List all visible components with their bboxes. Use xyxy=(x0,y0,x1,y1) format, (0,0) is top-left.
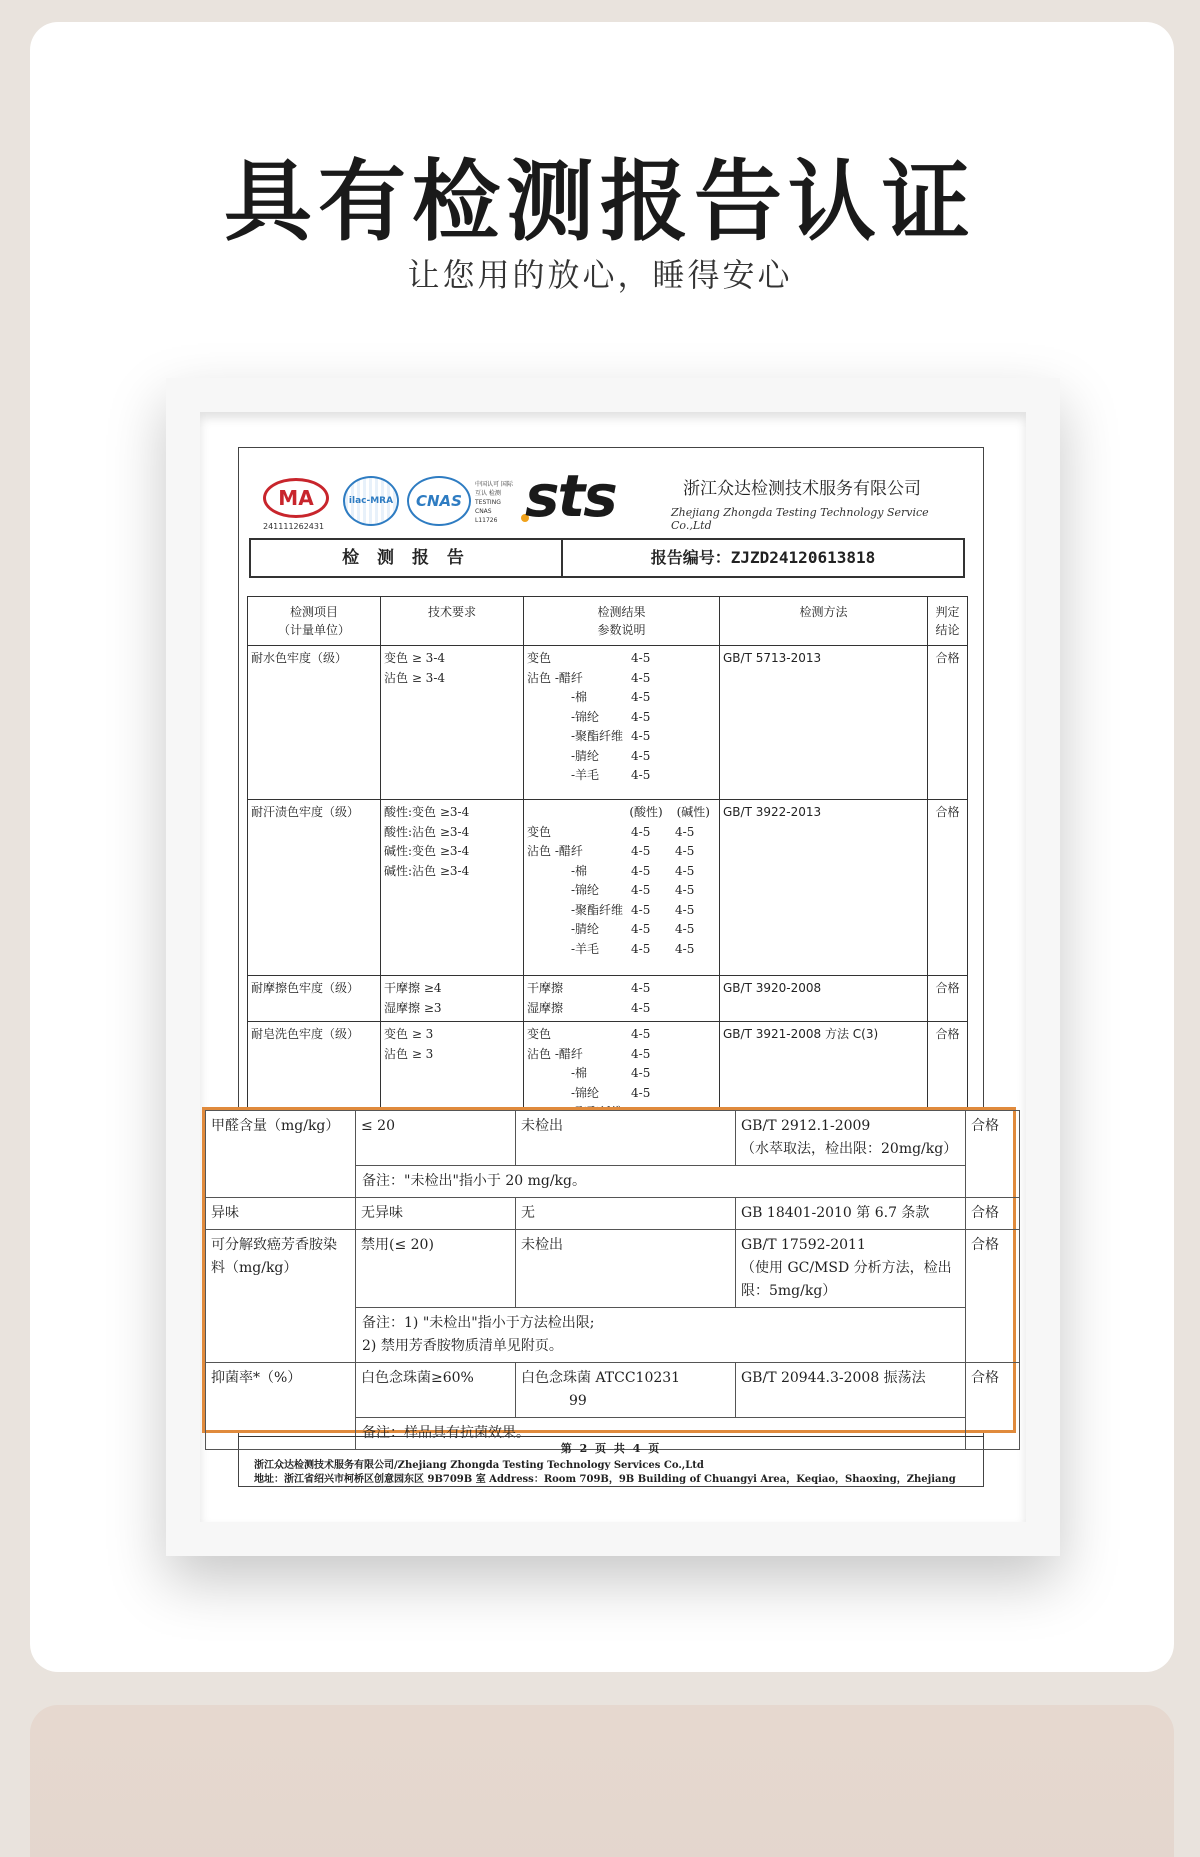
result-value-2 xyxy=(675,649,715,669)
result-line xyxy=(527,803,716,823)
formaldehyde-verdict: 合格 xyxy=(966,1111,1020,1198)
certification-logos xyxy=(263,462,963,532)
highlighted-results-table xyxy=(205,1110,1020,1450)
col-verdict: 判定 结论 xyxy=(928,597,968,646)
result-value-2: 4-5 xyxy=(675,902,695,917)
result-value: 4-5 xyxy=(631,922,651,936)
result-value-2 xyxy=(675,669,715,689)
odor-verdict: 合格 xyxy=(966,1198,1020,1230)
result-line xyxy=(527,1084,716,1104)
requirement-line: 湿摩擦 ≥3 xyxy=(384,1000,442,1015)
result-line xyxy=(527,708,716,728)
result-value: 4-5 xyxy=(631,690,651,704)
result-line xyxy=(527,688,716,708)
table-row xyxy=(206,1230,1020,1308)
result-line xyxy=(527,862,716,882)
result-line xyxy=(527,901,716,921)
company-name-cn: 浙江众达检测技术服务有限公司 xyxy=(683,479,921,499)
result-label: -聚酯纤维 xyxy=(571,729,624,743)
results-table xyxy=(247,596,968,1126)
table-row xyxy=(248,646,968,800)
row-requirement xyxy=(381,646,524,800)
result-label: 沾色 -醋纤 xyxy=(527,1046,583,1061)
result-value-2 xyxy=(675,708,715,728)
result-value-2 xyxy=(675,688,715,708)
result-line xyxy=(527,999,716,1019)
result-line xyxy=(527,979,716,999)
table-row xyxy=(248,976,968,1022)
requirement-line: 沾色 ≥ 3-4 xyxy=(384,670,446,685)
row-item: 耐水色牢度（级） xyxy=(248,646,381,800)
requirement-line: 碱性:沾色 ≥3-4 xyxy=(384,863,470,878)
result-value-2 xyxy=(675,727,715,747)
result-value-2 xyxy=(675,1064,715,1084)
result-line xyxy=(527,766,716,786)
result-label: -腈纶 xyxy=(571,748,600,763)
odor-item: 异味 xyxy=(206,1198,356,1230)
result-value: 4-5 xyxy=(631,670,651,685)
result-label: 干摩擦 xyxy=(527,981,564,995)
result-value: (酸性) xyxy=(629,805,663,819)
result-value-2 xyxy=(675,1045,715,1065)
row-verdict: 合格 xyxy=(928,976,968,1022)
result-value-2 xyxy=(675,999,715,1019)
odor-result: 无 xyxy=(516,1198,736,1230)
result-label: 沾色 -醋纤 xyxy=(527,670,583,685)
result-label: -锦纶 xyxy=(571,883,600,897)
row-requirement xyxy=(381,976,524,1022)
result-value-2 xyxy=(675,747,715,767)
result-label: 变色 xyxy=(527,824,552,839)
result-line xyxy=(527,842,716,862)
result-label: -棉 xyxy=(571,1066,588,1080)
result-line xyxy=(527,669,716,689)
cma-number: 241111262431 xyxy=(263,522,325,531)
formaldehyde-method: GB/T 2912.1-2009 （水萃取法，检出限：20mg/kg） xyxy=(736,1111,966,1166)
result-line xyxy=(527,940,716,960)
result-label: 湿摩擦 xyxy=(527,1000,564,1015)
result-value: 4-5 xyxy=(631,981,651,995)
result-label: 变色 xyxy=(527,1027,552,1041)
row-results xyxy=(524,976,720,1022)
page-title: 具有检测报告认证 xyxy=(223,150,976,253)
antibacterial-result: 白色念珠菌 ATCC10231 99 xyxy=(516,1363,736,1418)
company-name-en: Zhejiang Zhongda Testing Technology Service Co.,Ltd xyxy=(671,506,929,532)
amine-method: GB/T 17592-2011 （使用 GC/MSD 分析方法，检出限：5mg/kg） xyxy=(736,1230,966,1308)
result-label: 变色 xyxy=(527,651,552,665)
result-line xyxy=(527,747,716,767)
page-number: 第 2 页 共 4 页 xyxy=(560,1442,662,1455)
result-value: 4-5 xyxy=(631,748,651,763)
row-item: 耐皂洗色牢度（级） xyxy=(248,1022,381,1126)
antibacterial-req: 白色念珠菌≥60% xyxy=(356,1363,516,1418)
amine-req: 禁用(≤ 20) xyxy=(356,1230,516,1308)
table-row xyxy=(206,1111,1020,1166)
requirement-line: 碱性:变色 ≥3-4 xyxy=(384,844,470,858)
row-results xyxy=(524,800,720,976)
cnas-logo: CNAS xyxy=(407,476,471,526)
result-value-2: 4-5 xyxy=(675,922,695,936)
row-method: GB/T 3921-2008 方法 C(3) xyxy=(720,1022,928,1126)
requirement-line: 沾色 ≥ 3 xyxy=(384,1046,434,1061)
result-line xyxy=(527,881,716,901)
row-requirement xyxy=(381,800,524,976)
result-label xyxy=(527,803,629,823)
result-value: 4-5 xyxy=(631,1046,651,1061)
row-method: GB/T 5713-2013 xyxy=(720,646,928,800)
result-value: 4-5 xyxy=(631,902,651,917)
col-item: 检测项目 （计量单位） xyxy=(248,597,381,646)
result-line xyxy=(527,920,716,940)
row-verdict: 合格 xyxy=(928,1022,968,1126)
result-value-2: 4-5 xyxy=(675,844,695,858)
antibacterial-item: 抑菌率*（%） xyxy=(206,1363,356,1450)
result-label: -聚酯纤维 xyxy=(571,902,624,917)
amine-item: 可分解致癌芳香胺染料（mg/kg） xyxy=(206,1230,356,1363)
table-row xyxy=(248,800,968,976)
next-section-card xyxy=(30,1705,1174,1857)
highlighted-results xyxy=(202,1107,1016,1441)
result-label: -羊毛 xyxy=(571,768,600,782)
result-value-2: 4-5 xyxy=(675,883,695,897)
row-method: GB/T 3920-2008 xyxy=(720,976,928,1022)
antibacterial-method: GB/T 20944.3-2008 振荡法 xyxy=(736,1363,966,1418)
row-item: 耐摩擦色牢度（级） xyxy=(248,976,381,1022)
result-value: 4-5 xyxy=(631,651,651,665)
result-value: 4-5 xyxy=(631,729,651,743)
requirement-line: 变色 ≥ 3-4 xyxy=(384,651,446,665)
col-method: 检测方法 xyxy=(720,597,928,646)
formaldehyde-item: 甲醛含量（mg/kg） xyxy=(206,1111,356,1198)
sts-logo: sts xyxy=(525,462,616,530)
amine-note: 备注：1) "未检出"指小于方法检出限; 2) 禁用芳香胺物质清单见附页。 xyxy=(356,1308,966,1363)
result-label: 沾色 -醋纤 xyxy=(527,844,583,858)
table-row xyxy=(206,1363,1020,1418)
result-label: -羊毛 xyxy=(571,941,600,956)
page-subtitle: 让您用的放心，睡得安心 xyxy=(407,256,793,294)
result-label: -锦纶 xyxy=(571,1085,600,1100)
formaldehyde-note: 备注："未检出"指小于 20 mg/kg。 xyxy=(356,1166,966,1198)
result-label: -锦纶 xyxy=(571,709,600,724)
formaldehyde-req: ≤ 20 xyxy=(356,1111,516,1166)
table-header-row xyxy=(248,597,968,646)
amine-result: 未检出 xyxy=(516,1230,736,1308)
result-line xyxy=(527,1025,716,1045)
result-line xyxy=(527,823,716,843)
amine-verdict: 合格 xyxy=(966,1230,1020,1363)
row-item: 耐汗渍色牢度（级） xyxy=(248,800,381,976)
cnas-caption: 中国认可 国际互认 检测 TESTING CNAS L11726 xyxy=(475,481,513,524)
result-value-2: 4-5 xyxy=(675,941,695,956)
odor-req: 无异味 xyxy=(356,1198,516,1230)
row-results xyxy=(524,646,720,800)
result-value-2 xyxy=(675,979,715,999)
formaldehyde-result: 未检出 xyxy=(516,1111,736,1166)
cma-logo: MA xyxy=(263,478,329,518)
requirement-line: 干摩擦 ≥4 xyxy=(384,981,442,995)
result-label: -棉 xyxy=(571,690,588,704)
requirement-line: 酸性:变色 ≥3-4 xyxy=(384,805,470,819)
row-verdict: 合格 xyxy=(928,646,968,800)
result-value-2 xyxy=(675,766,715,786)
result-value: 4-5 xyxy=(631,883,651,897)
requirement-line: 酸性:沾色 ≥3-4 xyxy=(384,824,470,839)
result-value-2 xyxy=(675,1025,715,1045)
result-value-2: (碱性) xyxy=(676,805,710,819)
col-result: 检测结果 参数说明 xyxy=(524,597,720,646)
result-label: -棉 xyxy=(571,863,588,878)
result-line xyxy=(527,727,716,747)
row-verdict: 合格 xyxy=(928,800,968,976)
ilac-mra-logo: ilac-MRA xyxy=(343,476,399,526)
result-value: 4-5 xyxy=(631,941,651,956)
result-value: 4-5 xyxy=(631,1027,651,1041)
result-value: 4-5 xyxy=(631,824,651,839)
result-value: 4-5 xyxy=(631,1066,651,1080)
result-line xyxy=(527,649,716,669)
result-value: 4-5 xyxy=(631,863,651,878)
result-value: 4-5 xyxy=(631,844,651,858)
result-label: -腈纶 xyxy=(571,922,600,936)
result-value: 4-5 xyxy=(631,1000,651,1015)
antibacterial-note: 备注：样品具有抗菌效果。 xyxy=(356,1418,966,1450)
row-method: GB/T 3922-2013 xyxy=(720,800,928,976)
result-value: 4-5 xyxy=(631,1085,651,1100)
footer-rule xyxy=(238,1436,984,1437)
footer-company: 浙江众达检测技术服务有限公司/Zhejiang Zhongda Testing Technology Services Co.,Ltd xyxy=(254,1460,704,1471)
report-number: 报告编号：ZJZD24120613818 xyxy=(650,548,876,567)
result-value-2 xyxy=(675,1084,715,1104)
document-title: 检 测 报 告 xyxy=(251,540,563,576)
requirement-line: 变色 ≥ 3 xyxy=(384,1027,434,1041)
col-requirement: 技术要求 xyxy=(381,597,524,646)
result-line xyxy=(527,1045,716,1065)
odor-method: GB 18401-2010 第 6.7 条款 xyxy=(736,1198,966,1230)
table-row xyxy=(206,1198,1020,1230)
footer-address: 地址：浙江省绍兴市柯桥区创意园东区 9B709B 室 Address：Room 709B，9B Building of Chuangyi Area，Keqiao，Shaoxing，Zhejiang xyxy=(254,1474,956,1485)
result-value: 4-5 xyxy=(631,709,651,724)
result-line xyxy=(527,1064,716,1084)
result-value-2: 4-5 xyxy=(675,824,695,839)
result-value: 4-5 xyxy=(631,768,651,782)
report-header-bar xyxy=(249,538,965,578)
result-value-2: 4-5 xyxy=(675,863,695,878)
report-footer xyxy=(238,1434,984,1486)
antibacterial-verdict: 合格 xyxy=(966,1363,1020,1450)
